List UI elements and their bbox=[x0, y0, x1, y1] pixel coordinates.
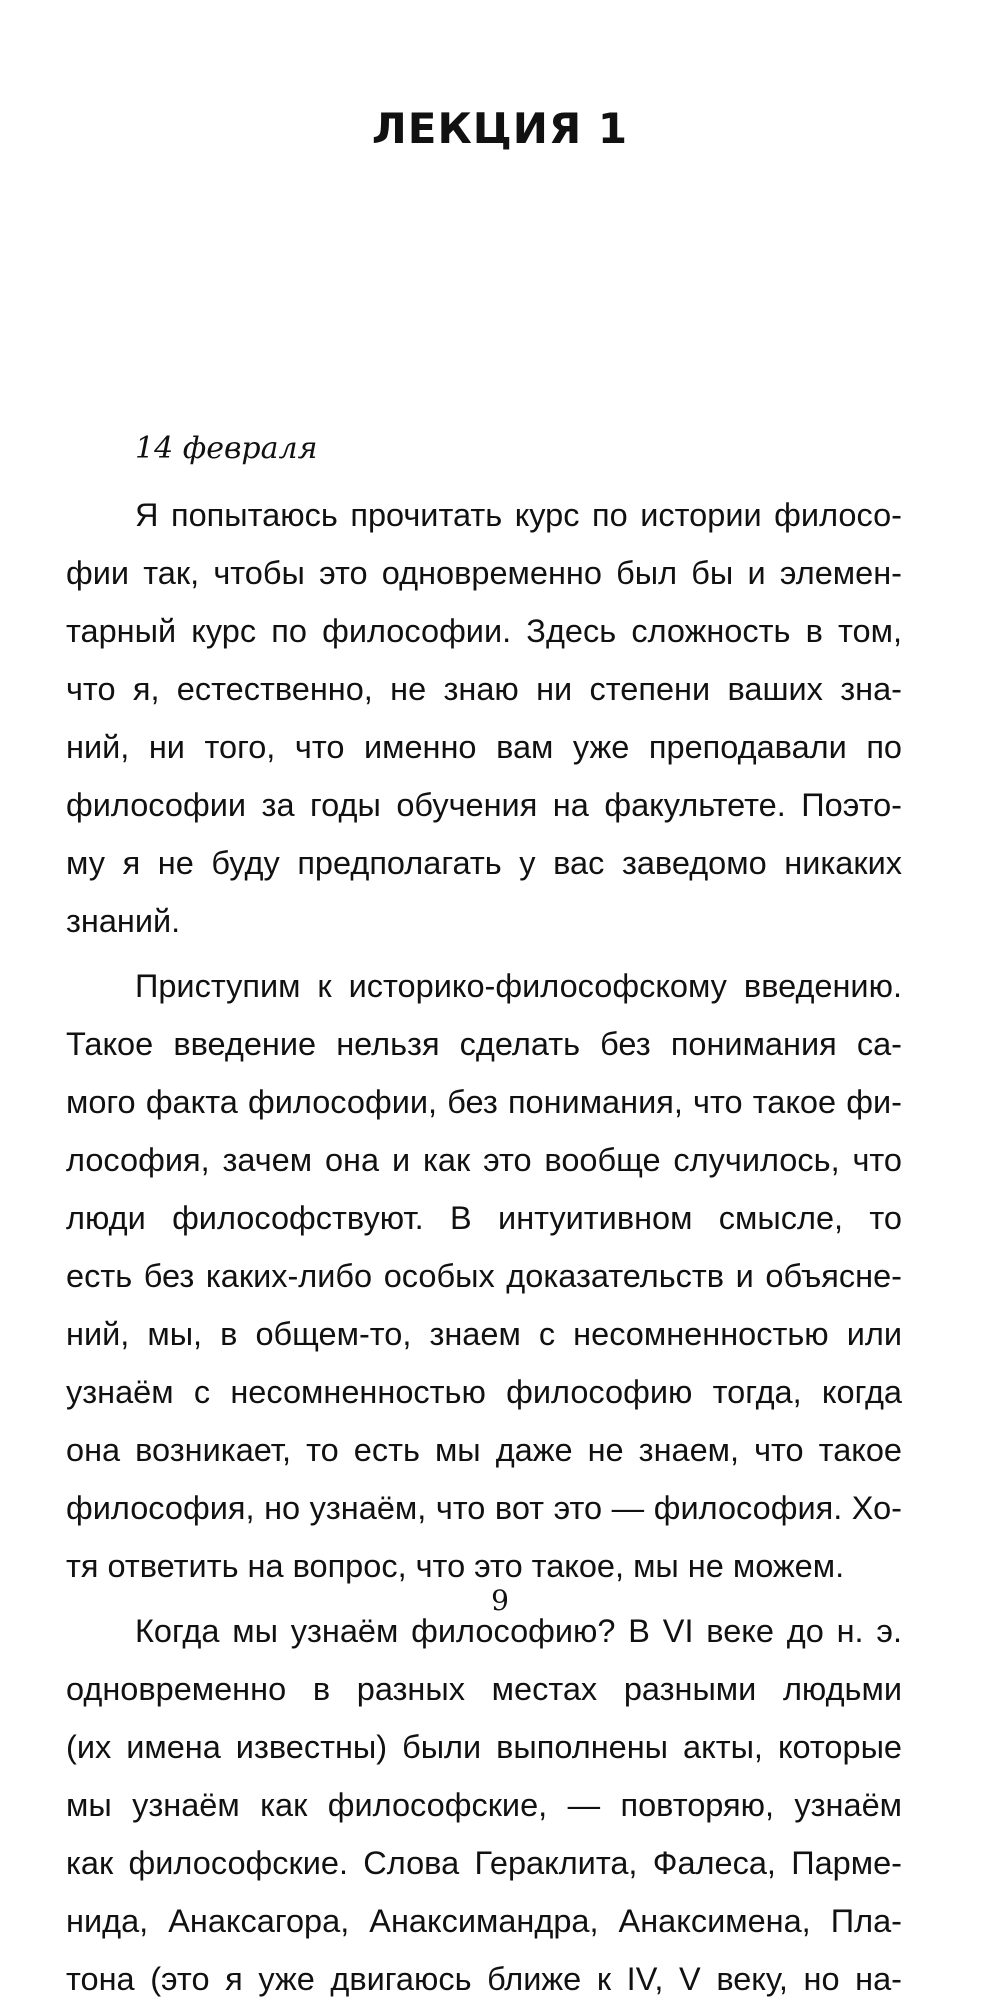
text-line: одновременно в разных местах разными людьми bbox=[66, 1671, 902, 1707]
text-line: она возникает, то есть мы даже не знаем, что такое bbox=[66, 1432, 902, 1468]
text-line: фии так, чтобы это одновременно был бы и элемен- bbox=[66, 555, 902, 591]
text-line: люди философствуют. В интуитивном смысле, то bbox=[66, 1200, 902, 1236]
lecture-date: 14 февраля bbox=[135, 431, 318, 466]
text-line: тя ответить на вопрос, что это такое, мы не можем. bbox=[66, 1548, 845, 1584]
text-line: Приступим к историко-философскому введению. bbox=[135, 968, 902, 1004]
text-line: тарный курс по философии. Здесь сложность в том, bbox=[66, 613, 902, 649]
page-number: 9 bbox=[491, 1584, 509, 1617]
text-line: Я попытаюсь прочитать курс по истории филосо- bbox=[135, 497, 902, 533]
text-line: философии за годы обучения на факультете. Поэто- bbox=[66, 787, 902, 823]
text-line: есть без каких-либо особых доказательств и объясне- bbox=[66, 1258, 902, 1294]
text-line: ний, ни того, что именно вам уже преподавали по bbox=[66, 729, 902, 765]
lecture-heading: ЛЕКЦИЯ 1 bbox=[371, 104, 629, 153]
text-line: что я, естественно, не знаю ни степени ваших зна- bbox=[66, 671, 902, 707]
text-line: Такое введение нельзя сделать без понимания са- bbox=[66, 1026, 902, 1062]
paragraph bbox=[66, 486, 902, 950]
body-text bbox=[66, 486, 902, 2008]
text-line: философия, но узнаём, что вот это — философия. Хо- bbox=[66, 1490, 902, 1526]
text-line: знаний. bbox=[66, 903, 181, 939]
text-line: Когда мы узнаём философию? В VI веке до н. э. bbox=[135, 1613, 902, 1649]
text-line: мы узнаём как философские, — повторяю, узнаём bbox=[66, 1787, 902, 1823]
text-line: ний, мы, в общем-то, знаем с несомненностью или bbox=[66, 1316, 902, 1352]
text-line: нида, Анаксагора, Анаксимандра, Анаксимена, Пла- bbox=[66, 1903, 902, 1939]
text-line: лософия, зачем она и как это вообще случилось, что bbox=[66, 1142, 902, 1178]
text-line: (их имена известны) были выполнены акты, которые bbox=[66, 1729, 902, 1765]
text-line: узнаём с несомненностью философию тогда, когда bbox=[66, 1374, 902, 1410]
text-line: как философские. Слова Гераклита, Фалеса, Парме- bbox=[66, 1845, 902, 1881]
text-line: тона (это я уже двигаюсь ближе к IV, V веку, но на- bbox=[66, 1961, 902, 1997]
text-line: мого факта философии, без понимания, что такое фи- bbox=[66, 1084, 902, 1120]
paragraph bbox=[66, 957, 902, 1595]
paragraph bbox=[66, 1602, 902, 2008]
text-line: му я не буду предполагать у вас заведомо никаких bbox=[66, 845, 902, 881]
